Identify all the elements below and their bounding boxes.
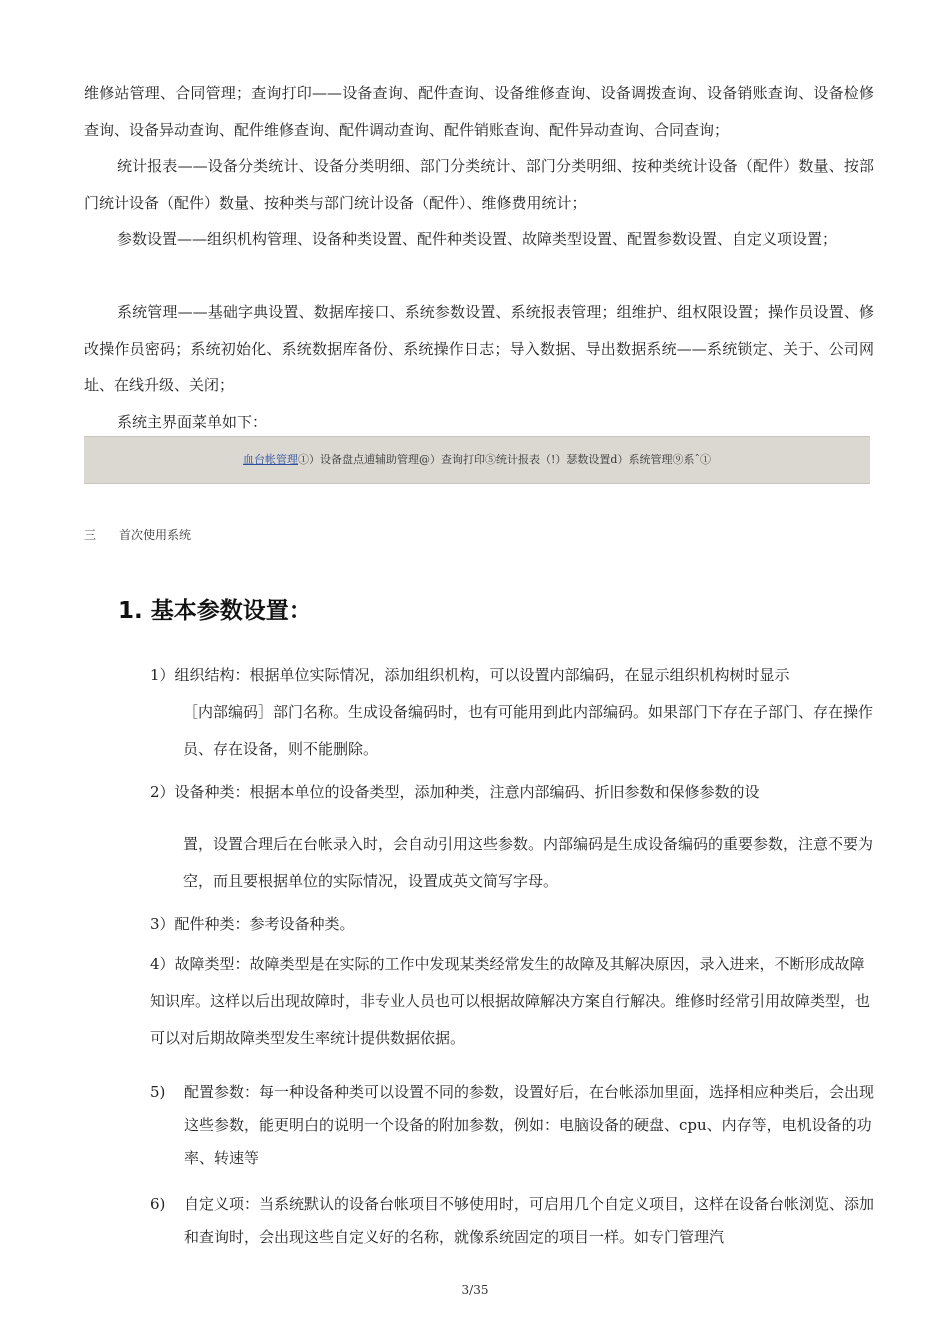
list-item-config-params	[150, 1076, 878, 1175]
paragraph-menu-intro: 系统主界面菜单如下：	[117, 413, 268, 431]
item-body: 配置参数：每一种设备种类可以设置不同的参数，设置好后，在台帐添加里面，选择相应种类后，会出现这些参数，能更明白的说明一个设备的附加参数，例如：电脑设备的硬盘、cpu、内存等，电机设备的功率、转速等	[184, 1083, 875, 1167]
item-head: 1）组织结构：根据单位实际情况，添加组织机构，可以设置内部编码，在显示组织机构树时显示	[150, 666, 790, 684]
list-item-device-types	[150, 774, 878, 811]
item-number: 6)	[150, 1195, 166, 1213]
item-number: 5)	[150, 1083, 166, 1101]
list-item-custom-fields	[150, 1188, 878, 1254]
list-item-fault-types: 4）故障类型：故障类型是在实际的工作中发现某类经常发生的故障及其解决原因，录入进来，不断形成故障知识库。这样以后出现故障时，非专业人员也可以根据故障解决方案自行解决。维修时经常引用故障类型，也可以对后期故障类型发生率统计提供数据依据。	[150, 955, 871, 1047]
page-heading: 1. 基本参数设置：	[118, 598, 312, 624]
paragraph-param-settings: 参数设置——组织机构管理、设备种类设置、配件种类设置、故障类型设置、配置参数设置、自定义项设置；	[117, 230, 838, 248]
paragraph-query-print: 维修站管理、合同管理；查询打印——设备查询、配件查询、设备维修查询、设备调拨查询、设备销账查询、设备检修查询、设备异动查询、配件维修查询、配件调动查询、配件销账查询、配件异动查询、合同查询；	[84, 84, 874, 139]
list-item-device-types-cont	[150, 826, 878, 900]
menu-first-item: 血台帐管理	[243, 453, 299, 466]
menu-bar-image	[84, 436, 870, 484]
item-body: 自定义项：当系统默认的设备台帐项目不够使用时，可启用几个自定义项目，这样在设备台帐浏览、添加和查询时，会出现这些自定义好的名称，就像系统固定的项目一样。如专门管理汽	[184, 1195, 875, 1246]
item-continuation: ［内部编码］部门名称。生成设备编码时，也有可能用到此内部编码。如果部门下存在子部门、存在操作员、存在设备，则不能删除。	[183, 703, 874, 758]
list-item-part-types: 3）配件种类：参考设备种类。	[150, 915, 355, 933]
item-continuation: 置，设置合理后在台帐录入时，会自动引用这些参数。内部编码是生成设备编码的重要参数，注意不要为空，而且要根据单位的实际情况，设置成英文简写字母。	[183, 835, 874, 890]
page-number: 3/35	[461, 1283, 489, 1297]
paragraph-stat-reports: 统计报表——设备分类统计、设备分类明细、部门分类统计、部门分类明细、按种类统计设备（配件）数量、按部门统计设备（配件）数量、按种类与部门统计设备（配件）、维修费用统计；	[84, 157, 874, 212]
list-item-org-structure	[150, 657, 878, 768]
section-number: 三	[84, 528, 97, 542]
section-title: 首次使用系统	[119, 528, 192, 542]
paragraph-system-management: 系统管理——基础字典设置、数据库接口、系统参数设置、系统报表管理；组维护、组权限设置；操作员设置、修改操作员密码；系统初始化、系统数据库备份、系统操作日志；导入数据、导出数据系统——系统锁定、关于、公司网址、在线升级、关闭；	[84, 303, 874, 394]
menu-rest-items: ①）设备盘点逋辅助管理@）查询打印⑤统计报表（!）瑟数设置d）系统管理⑨系ˆ①	[298, 453, 711, 466]
section-heading	[84, 526, 191, 543]
item-head: 2）设备种类：根据本单位的设备类型，添加种类，注意内部编码、折旧参数和保修参数的设	[150, 783, 760, 801]
